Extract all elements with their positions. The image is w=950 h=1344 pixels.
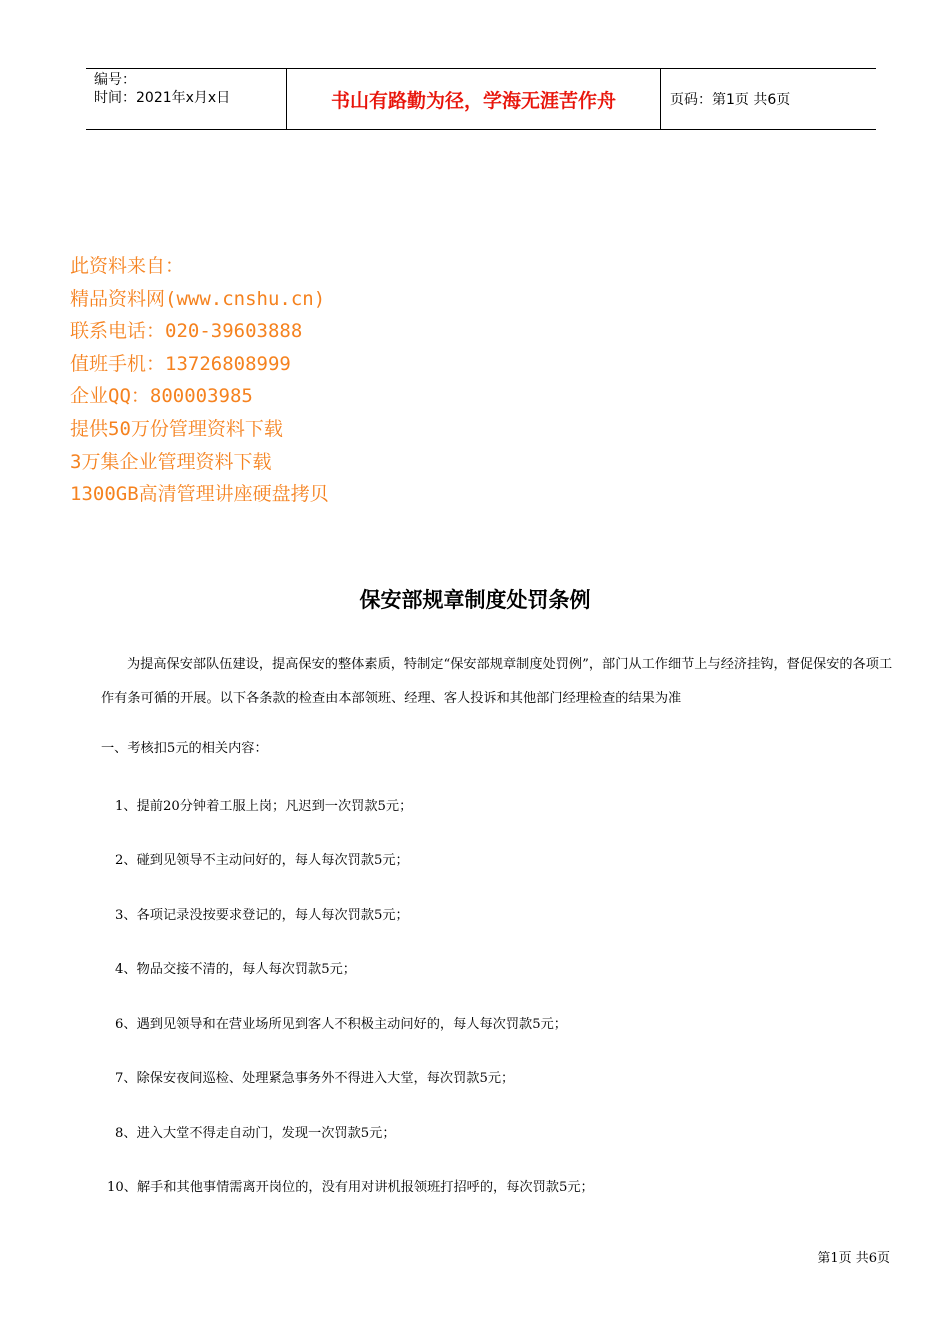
intro-text: 为提高保安部队伍建设，提高保安的整体素质，特制定“保安部规章制度处罚例”，部门从工作细节上与经济挂钩，督促保安的各项工作有条可循的开展。以下各条款的检查由本部领班、经理、客人投诉和其他部门经理检查的结果为准 — [101, 657, 893, 706]
ad-line: 此资料来自： — [70, 255, 185, 277]
ad-line: 1300GB高清管理讲座硬盘拷贝 — [70, 483, 329, 506]
section-heading: 一、考核扣5元的相关内容： — [101, 741, 268, 756]
document-title: 保安部规章制度处罚条例 — [359, 587, 591, 612]
ad-line: 提供50万份管理资料下载 — [70, 417, 283, 440]
page-footer: 第1页 共6页 — [817, 1251, 890, 1266]
ad-block — [70, 250, 329, 511]
list-item: 4、物品交接不清的，每人每次罚款5元； — [115, 962, 356, 977]
ad-line: 值班手机：13726808999 — [70, 352, 291, 375]
list-item: 7、除保安夜间巡检、处理紧急事务外不得进入大堂，每次罚款5元； — [115, 1071, 515, 1086]
ad-line: 企业QQ：800003985 — [70, 385, 253, 408]
list-item: 3、各项记录没按要求登记的，每人每次罚款5元； — [115, 908, 409, 923]
date-label: 时间：2021年x月x日 — [94, 90, 231, 106]
intro-paragraph — [101, 648, 893, 716]
header-meta — [86, 69, 287, 129]
header-motto: 书山有路勤为径，学海无涯苦作舟 — [287, 69, 661, 129]
list-item: 2、碰到见领导不主动问好的，每人每次罚款5元； — [115, 853, 409, 868]
list-item: 6、遇到见领导和在营业场所见到客人不积极主动问好的，每人每次罚款5元； — [115, 1017, 567, 1032]
header-page-label: 页码：第1页 共6页 — [670, 92, 791, 108]
list-item: 1、提前20分钟着工服上岗；凡迟到一次罚款5元； — [115, 799, 413, 814]
list-item: 8、进入大堂不得走自动门，发现一次罚款5元； — [115, 1126, 396, 1141]
list-item: 10、解手和其他事情需离开岗位的，没有用对讲机报领班打招呼的，每次罚款5元； — [107, 1180, 594, 1195]
number-label: 编号： — [94, 72, 136, 88]
ad-line: 联系电话：020-39603888 — [70, 320, 303, 343]
ad-line: 3万集企业管理资料下载 — [70, 450, 272, 473]
page-header — [86, 68, 876, 130]
ad-line: 精品资料网(www.cnshu.cn) — [70, 287, 326, 310]
